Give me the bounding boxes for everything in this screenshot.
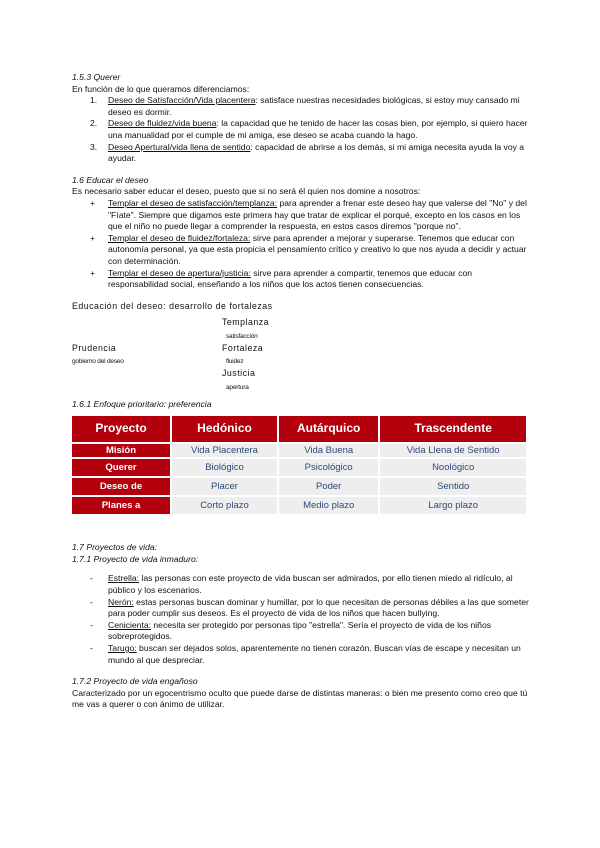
table-row: Querer Biológico Psicológico Noológico	[72, 459, 526, 476]
list-item: + Templar el deseo de fluidez/fortaleza: sirve para aprender a mejorar y superarse. Tenemos que educar con autonomía personal, ya que esta propicia el pensamiento crítico y creativo lo que nos ayuda a decidir y actuar con determinación.	[90, 232, 527, 266]
list-item: 1. Deseo de Satisfacción/Vida placentera: satisface nuestras necesidades biológicas, si estoy muy cansado mi deseo es dormir.	[90, 95, 520, 117]
paragraph-1-7-2: Caracterizado por un egocentrismo oculto que puede darse de distintas maneras: o bien me presento como creo que tú me vas a querer o con ánimo de utilizar.	[72, 687, 528, 710]
fortalezas-title: Educación del deseo: desarrollo de fortalezas	[72, 300, 273, 311]
inmaduro-list	[72, 573, 532, 666]
justicia-sub: apertura	[226, 383, 249, 391]
heading-1-5-3: 1.5.3 Querer	[72, 72, 121, 82]
heading-1-6-1: 1.6.1 Enfoque prioritario: preferencia	[72, 398, 212, 409]
prudencia-sub: gobierno del deseo	[72, 357, 124, 365]
term: Deseo Apertural/vida llena de sentido	[108, 141, 251, 152]
list-item: + Templar el deseo de satisfacción/templanza: para aprender a frenar este deseo hay que valerse del "No" y del "Fíate". Siempre que digamos este primera hay que tratar de explicar el porqué, excepto en los casos en los que el niño no puede llegar a comprender la respuesta, en estos casos diremos "porque no".	[90, 197, 527, 232]
list-item: - Cenicienta: necesita ser protegido por personas tipo "estrella". Sería el proyecto de vida de los niños sobreprotegidos.	[90, 619, 492, 642]
list-item: - Tarugo: buscan ser dejados solos, aparentemente no tienen corazón. Buscan vías de escape y necesitan un mundo al que despreciar.	[90, 643, 521, 665]
fortaleza-label: Fortaleza	[222, 342, 264, 353]
term: Templar el deseo de fluidez/fortaleza:	[108, 232, 251, 243]
heading-1-7-2: 1.7.2 Proyecto de vida engañoso	[72, 676, 198, 687]
querer-list	[72, 95, 532, 165]
intro-1-5-3: En función de lo que queramos diferenciamos:	[72, 83, 250, 94]
term: Tarugo:	[108, 643, 137, 654]
educar-list	[72, 198, 532, 291]
templanza-label: Templanza	[222, 316, 270, 327]
term: Cenicienta:	[108, 619, 151, 630]
proyecto-table	[70, 414, 528, 516]
term: Nerón:	[108, 596, 134, 607]
table-row: Deseo de Placer Poder Sentido	[72, 478, 526, 495]
term: Templar el deseo de satisfacción/templanza:	[108, 197, 278, 208]
term: Templar el deseo de apertura/justicia:	[108, 267, 251, 278]
list-item: 2. Deseo de fluidez/vida buena: la capacidad que he tenido de hacer las cosas bien, por ejemplo, si quiero hacer una manualidad por el cumple de mi amiga, ese deseo se acaba cuando la hago.	[90, 118, 528, 140]
term: Deseo de Satisfacción/Vida placentera	[108, 95, 256, 106]
table-row: Misión Vida Placentera Vida Buena Vida Llena de Sentido	[72, 444, 526, 457]
list-item: - Estrella: las personas con este proyecto de vida buscan ser admirados, por ello tienen miedo al ridículo, al público y los escenarios.	[90, 573, 513, 596]
list-item: + Templar el deseo de apertura/justicia: sirve para aprender a compartir, tenemos que educar con responsabilidad social, enseñando a los niños que los actos tienen consecuencias.	[90, 267, 473, 290]
term: Deseo de fluidez/vida buena	[108, 118, 217, 129]
list-item: 3. Deseo Apertural/vida llena de sentido: capacidad de abrirse a los demás, si mi amiga necesita ayuda la voy a ayudar.	[90, 141, 525, 164]
document-page	[72, 72, 532, 711]
heading-1-7: 1.7 Proyectos de vida:	[72, 542, 158, 553]
templanza-sub: satisfacción	[226, 332, 258, 340]
table-row: Planes a Corto plazo Medio plazo Largo plazo	[72, 497, 526, 514]
table-header-row: Proyecto Hedónico Autárquico Trascendente	[72, 416, 526, 442]
justicia-label: Justicia	[222, 367, 256, 378]
prudencia-label: Prudencia	[72, 342, 117, 353]
fortaleza-sub: fluidez	[226, 357, 244, 365]
heading-1-7-1: 1.7.1 Proyecto de vida inmaduro:	[72, 553, 199, 564]
fortalezas-diagram	[72, 291, 532, 391]
intro-1-6: Es necesario saber educar el deseo, puesto que si no será él quien nos domine a nosotros:	[72, 186, 421, 197]
list-item: - Nerón: estas personas buscan dominar y humillar, por lo que necesitan de personas débiles a las que someter para poder cumplir sus deseos. Es el proyecto de vida de los niños que hacen bullying.	[90, 596, 529, 619]
term: Estrella:	[108, 573, 140, 584]
heading-1-6: 1.6 Educar el deseo	[72, 174, 149, 185]
